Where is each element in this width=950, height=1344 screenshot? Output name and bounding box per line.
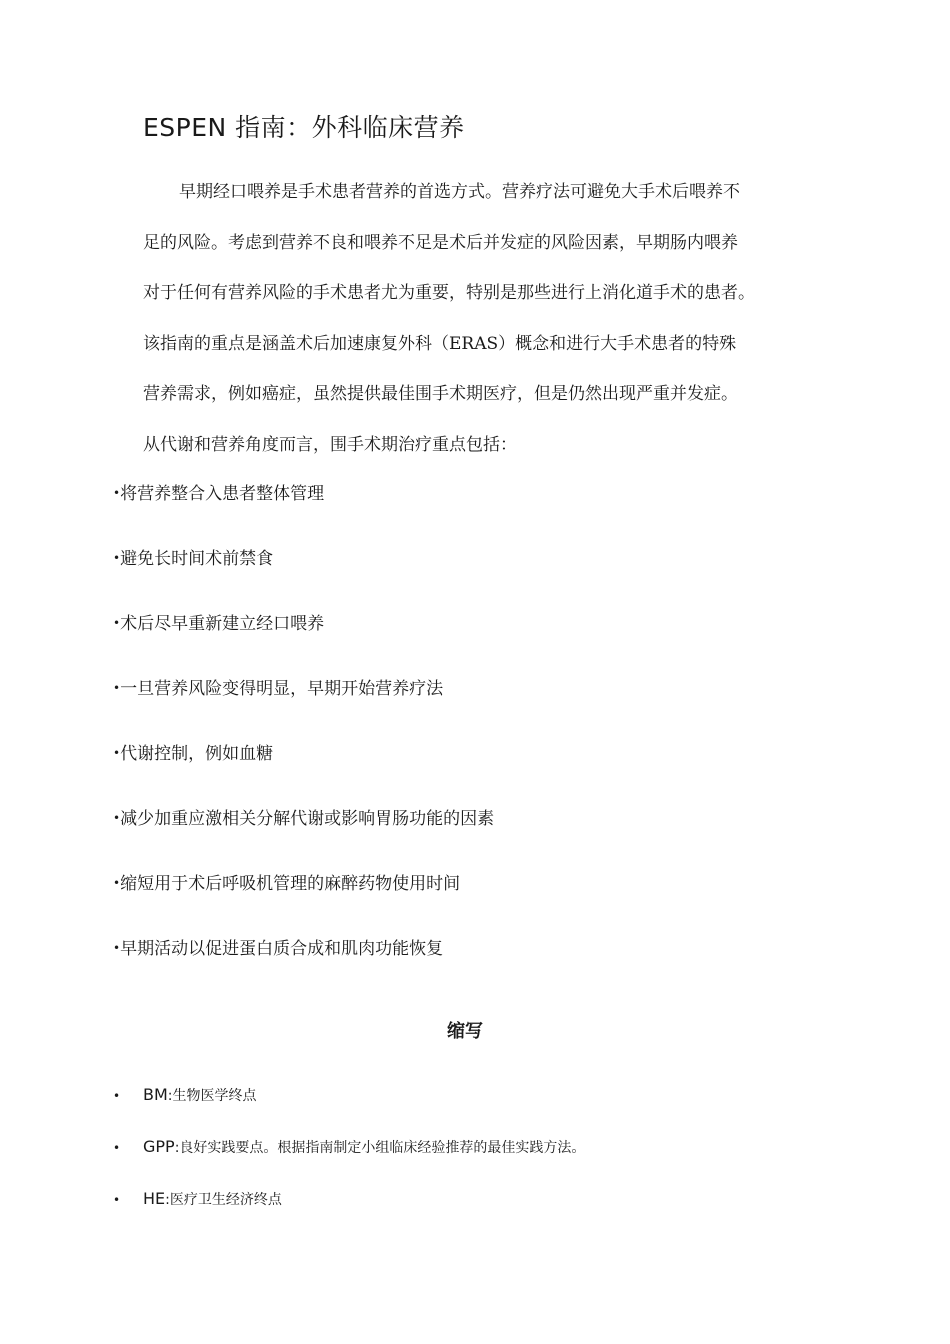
abbreviation-term: GPP	[143, 1137, 175, 1156]
paragraph-line: 对于任何有营养风险的手术患者尤为重要，特别是那些进行上消化道手术的患者。	[143, 283, 755, 303]
list-item-text: 减少加重应激相关分解代谢或影响胃肠功能的因素	[120, 809, 495, 829]
abbreviation-term: BM	[143, 1085, 168, 1104]
list-item-text: 术后尽早重新建立经口喂养	[120, 614, 325, 634]
abbreviation-separator: :	[167, 1088, 173, 1104]
abbreviations-heading: 缩写	[447, 1021, 483, 1042]
bullet-icon: •	[113, 616, 121, 630]
list-item	[113, 865, 494, 930]
focus-list	[113, 475, 494, 995]
bullet-icon: •	[113, 681, 121, 695]
list-item-text: 避免长时间术前禁食	[120, 549, 274, 569]
bullet-icon: •	[113, 941, 121, 955]
paragraph-line: 营养需求，例如癌症，虽然提供最佳围手术期医疗，但是仍然出现严重并发症。	[143, 384, 738, 404]
bullet-icon: •	[113, 551, 121, 565]
list-item	[113, 735, 494, 800]
abbreviation-term: HE	[143, 1189, 166, 1208]
abbreviation-description: 医疗卫生经济终点	[169, 1192, 282, 1208]
list-item	[113, 605, 494, 670]
abbreviation-item	[113, 1184, 585, 1236]
paragraph-line: 早期经口喂养是手术患者营养的首选方式。营养疗法可避免大手术后喂养不	[179, 182, 740, 202]
list-item-text: 一旦营养风险变得明显，早期开始营养疗法	[120, 679, 444, 699]
list-item	[113, 800, 494, 865]
bullet-icon: •	[113, 1141, 121, 1155]
paragraph-line: 从代谢和营养角度而言，围手术期治疗重点包括：	[143, 434, 517, 455]
abbreviation-item	[113, 1080, 585, 1132]
abbreviations-list	[113, 1080, 585, 1236]
list-item-text: 将营养整合入患者整体管理	[120, 484, 325, 504]
list-item-text: 早期活动以促进蛋白质合成和肌肉功能恢复	[120, 939, 444, 959]
list-item-text: 缩短用于术后呼吸机管理的麻醉药物使用时间	[120, 874, 461, 894]
abbreviation-separator: :	[165, 1192, 170, 1208]
abbreviation-description: 良好实践要点。根据指南制定小组临床经验推荐的最佳实践方法。	[179, 1140, 586, 1156]
bullet-icon: •	[113, 1089, 121, 1103]
intro-paragraph	[143, 167, 833, 470]
bullet-icon: •	[113, 486, 121, 500]
bullet-icon: •	[113, 811, 121, 825]
abbreviation-description: 生物医学终点	[172, 1088, 257, 1104]
bullet-icon: •	[113, 1193, 121, 1207]
list-item	[113, 475, 494, 540]
paragraph-line: 足的风险。考虑到营养不良和喂养不足是术后并发症的风险因素，早期肠内喂养	[143, 232, 738, 253]
bullet-icon: •	[113, 746, 121, 760]
list-item	[113, 930, 494, 995]
list-item	[113, 540, 494, 605]
paragraph-line: 该指南的重点是涵盖术后加速康复外科（ERAS）概念和进行大手术患者的特殊	[143, 333, 737, 354]
list-item	[113, 670, 494, 735]
bullet-icon: •	[113, 876, 121, 890]
list-item-text: 代谢控制，例如血糖	[120, 744, 274, 764]
document-title: ESPEN 指南：外科临床营养	[143, 113, 465, 142]
abbreviation-item	[113, 1132, 585, 1184]
abbreviation-separator: :	[174, 1140, 180, 1156]
